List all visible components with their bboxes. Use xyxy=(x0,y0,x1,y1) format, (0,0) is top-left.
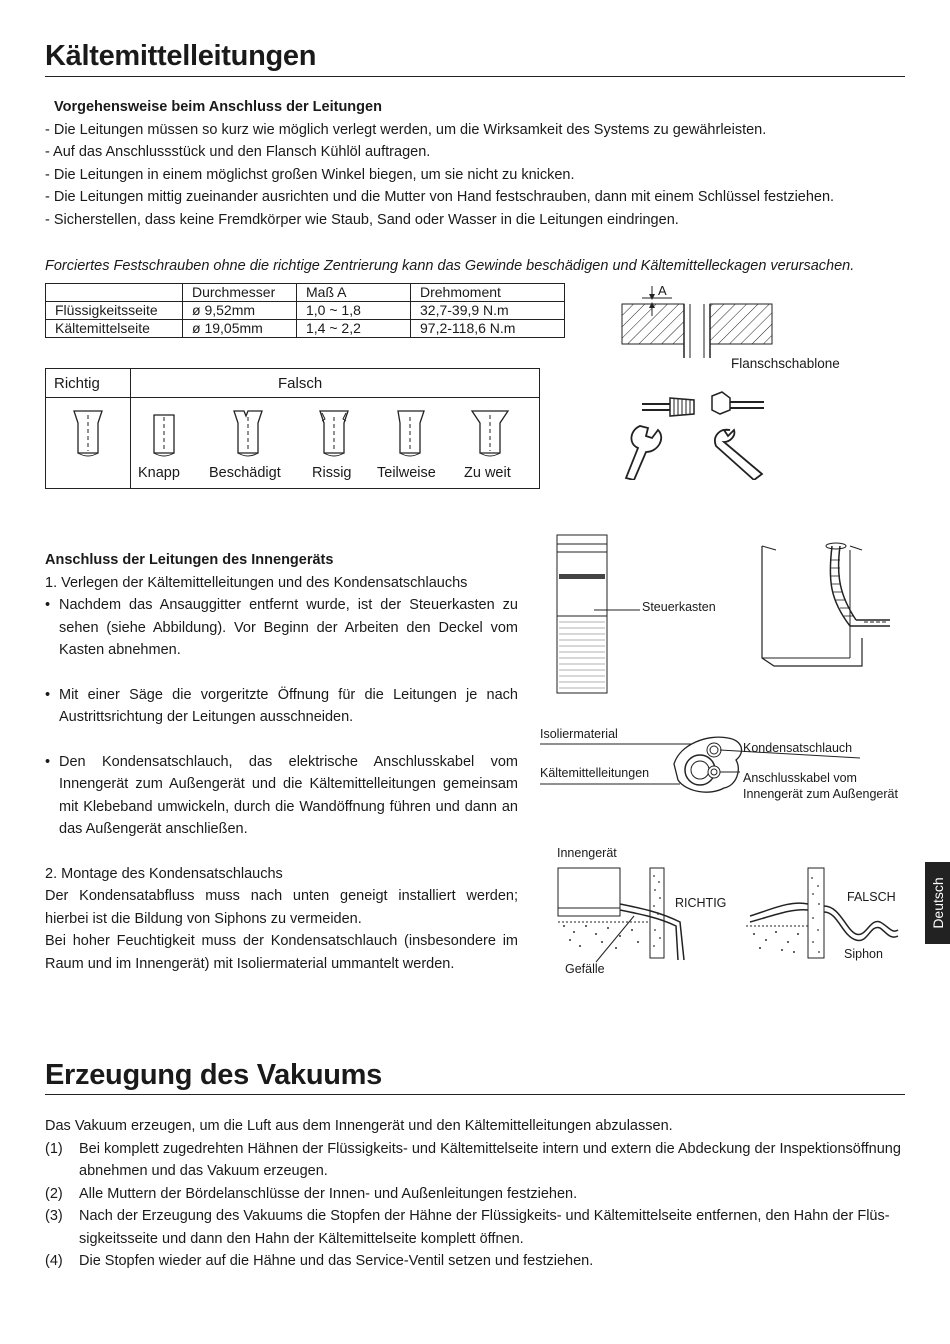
vacuum-step-line: Die Stopfen wieder auf die Hähne und das Service-Ventil setzen und festziehen. xyxy=(79,1253,594,1269)
procedure-item: - Die Leitungen in einem möglichst großen Winkel biegen, um sie nicht zu knicken. xyxy=(45,166,575,183)
table-cell: 97,2-118,6 N.m xyxy=(411,320,565,338)
flare-partial-icon xyxy=(392,407,428,459)
step1-heading: 1. Verlegen der Kältemittelleitungen und des Kondensatschlauchs xyxy=(45,574,468,591)
indoor-heading: Anschluss der Leitungen des Innengeräts xyxy=(45,552,334,568)
bullet-item xyxy=(45,751,518,841)
step2-text: Der Kondensatabfluss muss nach unten geneigt installiert werden; hierbei ist die Bildung von Siphons zu vermeiden. xyxy=(45,888,518,927)
bullet-symbol: • xyxy=(45,597,51,613)
vacuum-title-rule xyxy=(45,1094,905,1095)
flare-case-label: Knapp xyxy=(138,465,180,481)
step2-heading: 2. Montage des Kondensatschlauchs xyxy=(45,865,283,882)
procedure-item: - Sicherstellen, dass keine Fremdkörper wie Staub, Sand oder Wasser in die Leitungen eindringen. xyxy=(45,211,679,228)
cable-label-line: Anschlusskabel vom xyxy=(743,771,857,785)
flare-too-wide-icon xyxy=(470,407,510,459)
language-tab xyxy=(925,862,950,944)
siphon-label: Siphon xyxy=(844,947,883,961)
indoor-unit-figure xyxy=(550,530,910,700)
flare-correct-icon xyxy=(70,407,106,459)
procedure-heading: Vorgehensweise beim Anschluss der Leitungen xyxy=(54,99,382,115)
vacuum-intro: Das Vakuum erzeugen, um die Luft aus dem Innengerät und den Kältemittelleitungen abzulassen. xyxy=(45,1118,673,1134)
flare-cracked-icon xyxy=(316,407,352,459)
vacuum-block xyxy=(45,1115,905,1273)
indoor-text-block xyxy=(45,549,518,975)
flare-case-label: Rissig xyxy=(312,465,352,481)
table-header-cell: Maß A xyxy=(297,284,411,302)
bullet-text: Den Kondensatschlauch, das elektrische Anschlusskabel vom Innengerät zum Außengerät und die Kältemittelleitungen gemeinsam mit Klebeband umwickeln, durch die Wandöffnung führen und dann an das Außengerät anschließen. xyxy=(59,753,518,837)
flare-check-divider xyxy=(130,369,131,488)
vacuum-step-number: (3) xyxy=(45,1208,63,1224)
correct-label: Richtig xyxy=(54,375,100,392)
flare-template-figure xyxy=(612,280,872,480)
section-title-vacuum: Erzeugung des Vakuums xyxy=(45,1059,382,1091)
procedure-item: - Auf das Anschlussstück und den Flansch Kühlöl auftragen. xyxy=(45,144,431,160)
vacuum-step-line: Alle Muttern der Bördelanschlüsse der Innen- und Außenleitungen festziehen. xyxy=(79,1185,578,1202)
table-cell: 32,7-39,9 N.m xyxy=(411,302,565,320)
procedure-item: - Die Leitungen müssen so kurz wie möglich verlegt werden, um die Wirksamkeit des Systems zu gewährleisten. xyxy=(45,121,767,138)
table-cell: ø 9,52mm xyxy=(183,302,297,320)
cable-label xyxy=(743,770,898,802)
flare-damaged-icon xyxy=(230,407,266,459)
flare-short-icon xyxy=(146,407,182,459)
procedure-block xyxy=(45,96,905,231)
bullet-item xyxy=(45,684,518,729)
title-rule xyxy=(45,76,905,77)
flare-case-label: Zu weit xyxy=(464,465,511,481)
procedure-item: - Die Leitungen mittig zueinander ausrichten und die Mutter von Hand festschrauben, dann mit einem Schlüssel festziehen. xyxy=(45,189,835,205)
vacuum-step-number: (2) xyxy=(45,1185,63,1202)
language-tab-label: Deutsch xyxy=(929,877,946,929)
bullet-symbol: • xyxy=(45,686,51,703)
table-cell: 1,4 ~ 2,2 xyxy=(297,320,411,338)
flare-dimension-label: A xyxy=(658,283,667,298)
vacuum-step xyxy=(45,1250,905,1273)
insulation-label: Isoliermaterial xyxy=(540,727,618,741)
control-box-label: Steuerkasten xyxy=(642,600,716,614)
table-row xyxy=(46,302,565,320)
flare-check-box xyxy=(45,368,540,489)
table-cell: ø 19,05mm xyxy=(183,320,297,338)
table-cell: Kältemittelseite xyxy=(46,320,183,338)
vacuum-step-number: (4) xyxy=(45,1253,63,1269)
table-cell: 1,0 ~ 1,8 xyxy=(297,302,411,320)
vacuum-step-line: Nach der Erzeugung des Vakuums die Stopfen der Hähne der Flüssigkeits- und Kältemittelseite entfernen, den Hahn der Flüs- xyxy=(79,1208,890,1224)
table-row xyxy=(46,320,565,338)
bullet-text: Nachdem das Ansauggitter entfernt wurde, ist der Steuerkasten zu sehen (siehe Abbildung). Vor Beginn der Arbeiten den Deckel vom Kasten abnehmen. xyxy=(59,597,518,658)
table-header-cell xyxy=(46,284,183,302)
drain-correct-label: RICHTIG xyxy=(675,896,727,910)
step2-text: Bei hoher Feuchtigkeit muss der Kondensatschlauch (insbesondere im Raum und im Innengerät) mit Isoliermaterial ummantelt werden. xyxy=(45,933,518,972)
table-header-row xyxy=(46,284,565,302)
spec-table xyxy=(45,283,565,338)
condensate-hose-label: Kondensatschlauch xyxy=(743,741,853,755)
vacuum-step-line: Bei komplett zugedrehten Hähnen der Flüssigkeits- und Kältemittelseite intern und extern die Abdeckung der Inspektionsöffnung xyxy=(79,1140,901,1157)
bullet-symbol: • xyxy=(45,753,51,770)
vacuum-step-line: sigkeitsseite und dann den Hahn der Kältemittelseite komplett öffnen. xyxy=(79,1230,524,1247)
bullet-item xyxy=(45,594,518,662)
flare-template-label: Flanschschablone xyxy=(731,356,840,371)
flare-check-header-rule xyxy=(46,397,539,398)
vacuum-step xyxy=(45,1138,905,1183)
flare-case-label: Teilweise xyxy=(377,465,436,481)
flare-case-label: Beschädigt xyxy=(209,465,281,481)
warning-note: Forciertes Festschrauben ohne die richtige Zentrierung kann das Gewinde beschädigen und Kältemittelleckagen verursachen. xyxy=(45,258,855,274)
vacuum-step-number: (1) xyxy=(45,1140,63,1157)
indoor-unit-label: Innengerät xyxy=(557,846,617,860)
vacuum-step-line: abnehmen und das Vakuum erzeugen. xyxy=(79,1163,328,1179)
slope-label: Gefälle xyxy=(565,962,605,976)
wrong-label: Falsch xyxy=(278,375,323,392)
table-cell: Flüssigkeitsseite xyxy=(46,302,183,320)
page-title: Kältemittelleitungen xyxy=(45,40,317,72)
refrigerant-pipes-label: Kältemittelleitungen xyxy=(540,766,650,780)
table-header-cell: Durchmesser xyxy=(183,284,297,302)
cable-label-line: Innengerät zum Außengerät xyxy=(743,787,898,801)
table-header-cell: Drehmoment xyxy=(411,284,565,302)
vacuum-step xyxy=(45,1205,905,1250)
vacuum-step xyxy=(45,1183,905,1206)
bullet-text: Mit einer Säge die vorgeritzte Öffnung für die Leitungen je nach Austrittsrichtung der Leitungen ausschneiden. xyxy=(59,686,518,725)
drain-wrong-label: FALSCH xyxy=(847,890,896,904)
